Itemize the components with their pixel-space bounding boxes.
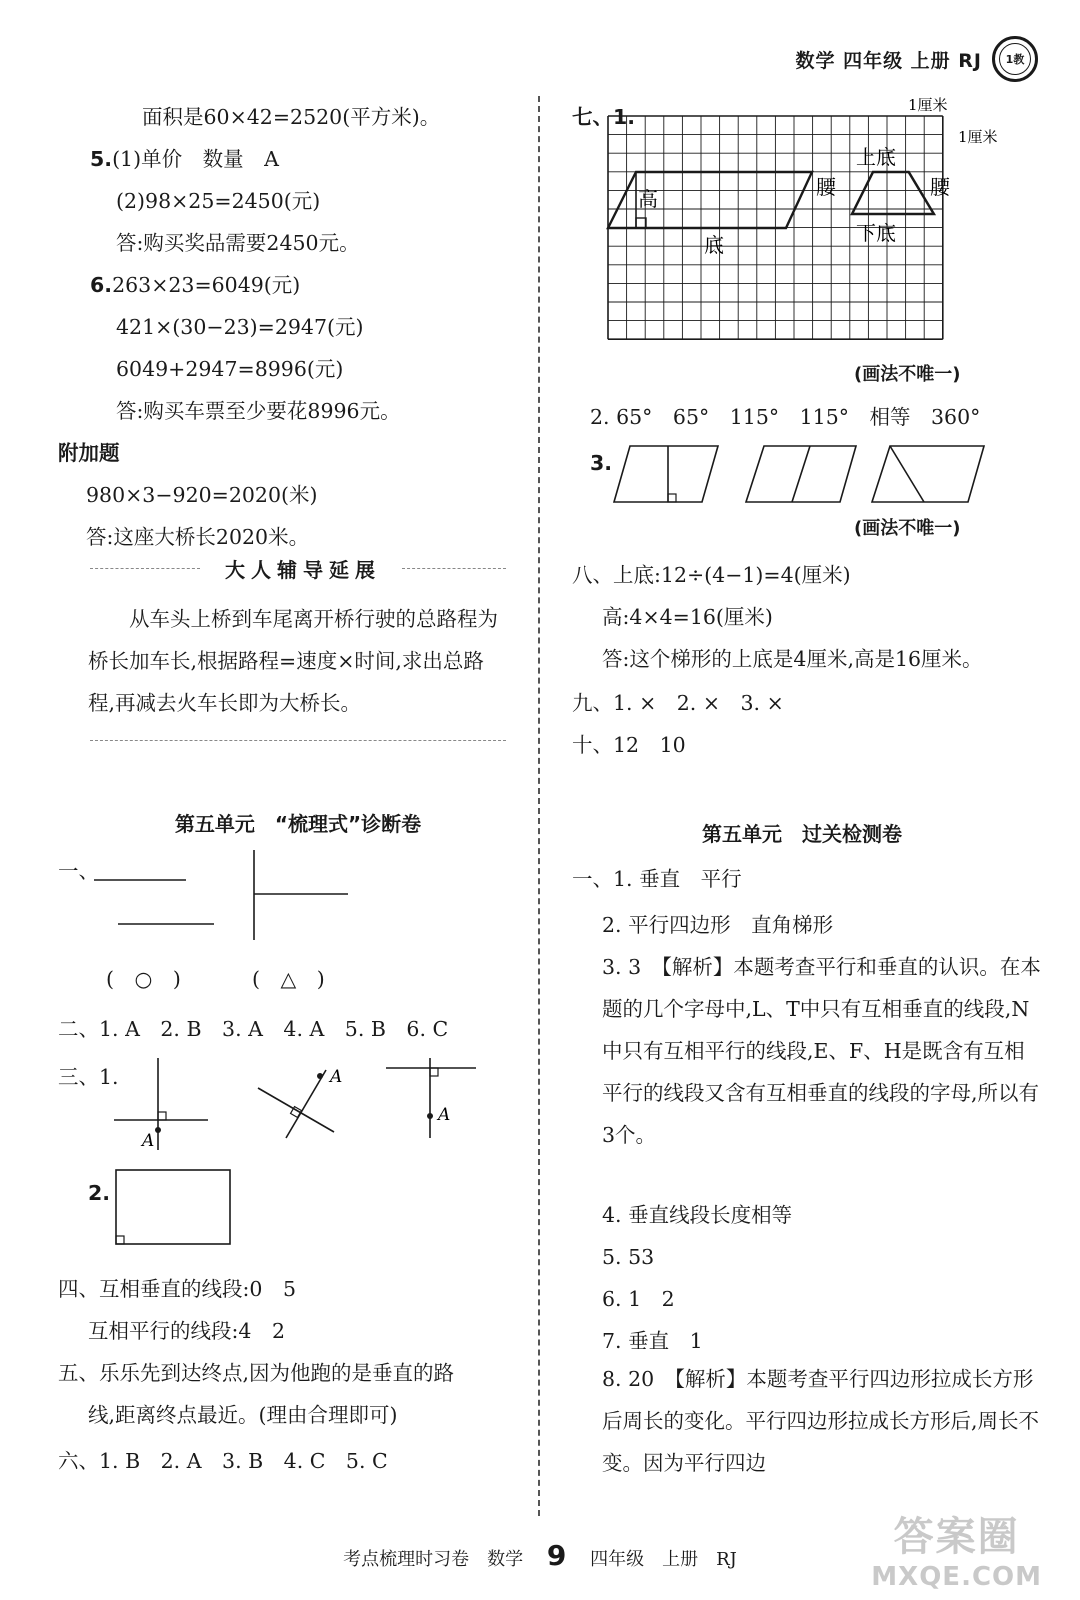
bonus-heading: 附加题 bbox=[58, 441, 120, 465]
tutor-box-title: 大人辅导延展 bbox=[225, 558, 381, 582]
q6-answer: 答:购买车票至少要花8996元。 bbox=[116, 399, 401, 423]
header-text: 数学 四年级 上册 RJ bbox=[795, 49, 982, 72]
box-dash-bottom bbox=[90, 740, 506, 741]
area-line: 面积是60×42=2520(平方米)。 bbox=[142, 105, 441, 129]
q3-point-a-2: A bbox=[330, 1067, 343, 1087]
q5-text: (1)单价 数量 A bbox=[112, 147, 279, 171]
q1-answer-b: ( △ ) bbox=[252, 967, 325, 991]
q3-2-rectangle bbox=[116, 1170, 256, 1250]
q5-line1 bbox=[90, 144, 279, 174]
r6-answer: 6. 1 2 bbox=[602, 1287, 675, 1311]
q7-2-answers: 2. 65° 65° 115° 115° 相等 360° bbox=[590, 405, 981, 429]
r1-answer: 一、1. 垂直 平行 bbox=[572, 867, 742, 891]
label-di: 底 bbox=[704, 233, 724, 257]
q3-point-a-1: A bbox=[142, 1131, 155, 1151]
q6-text: 263×23=6049(元) bbox=[112, 273, 301, 297]
q10-answers: 十、12 10 bbox=[572, 733, 686, 757]
bonus-line1: 980×3−920=2020(米) bbox=[86, 483, 318, 507]
tutor-box-text: 从车头上桥到车尾离开桥行驶的总路程为桥长加车长,根据路程=速度×时间,求出总路程,再减去火车长即为大桥长。 bbox=[88, 607, 498, 715]
note-drawing-1: (画法不唯一) bbox=[854, 364, 961, 385]
watermark bbox=[871, 1505, 1042, 1592]
q3-2-label: 2. bbox=[88, 1181, 111, 1205]
r7-answer: 7. 垂直 1 bbox=[602, 1329, 703, 1353]
footer-left: 考点梳理时习卷 数学 bbox=[343, 1549, 524, 1570]
q5-answer: 答:购买奖品需要2450元。 bbox=[116, 231, 360, 255]
r5-answer: 5. 53 bbox=[602, 1245, 655, 1269]
column-divider bbox=[538, 96, 540, 1516]
box-dash-right bbox=[402, 568, 506, 569]
r3-answer: 3. 3 【解析】本题考查平行和垂直的认识。在本题的几个字母中,L、T中只有互相垂直的线段,N中只有互相平行的线段,E、F、H是既含有互相平行的线段又含有互相垂直的线段的字母,所以有3个。 bbox=[602, 955, 1041, 1147]
q3-point-a-3: A bbox=[438, 1105, 451, 1125]
q5-number: 5. bbox=[90, 147, 113, 171]
q6-number: 6. bbox=[90, 273, 113, 297]
unit-label-horizontal: 1厘米 bbox=[908, 96, 948, 114]
page-number: 9 bbox=[546, 1539, 567, 1572]
q8-answer: 答:这个梯形的上底是4厘米,高是16厘米。 bbox=[602, 647, 983, 671]
q6-line3: 6049+2947=8996(元) bbox=[116, 357, 344, 381]
q8-line2: 高:4×4=16(厘米) bbox=[602, 605, 773, 629]
label-yao-left: 腰 bbox=[816, 175, 836, 199]
watermark-line1: 答案圈 bbox=[893, 1514, 1020, 1560]
r8-answer: 8. 20 【解析】本题考查平行四边形拉成长方形后周长的变化。平行四边形拉成长方形后,周长不变。因为平行四边 bbox=[602, 1367, 1040, 1475]
q3-perpendicular-figures bbox=[58, 1058, 518, 1168]
label-yao-right: 腰 bbox=[930, 175, 950, 199]
q8-line1: 八、上底:12÷(4−1)=4(厘米) bbox=[572, 563, 851, 587]
label-gao: 高 bbox=[638, 187, 658, 211]
r4-answer: 4. 垂直线段长度相等 bbox=[602, 1203, 793, 1227]
unit-label-vertical: 1厘米 bbox=[958, 128, 998, 146]
unit5-checkpoint-title: 第五单元 过关检测卷 bbox=[702, 822, 902, 846]
publisher-logo bbox=[992, 36, 1038, 82]
q3-label: 三、1. bbox=[58, 1065, 119, 1089]
q6-line1 bbox=[90, 270, 300, 300]
unit5-diagnostic-title: 第五单元 “梳理式”诊断卷 bbox=[174, 812, 422, 836]
q9-answers: 九、1. × 2. × 3. × bbox=[572, 691, 784, 715]
grid-drawing bbox=[608, 94, 1028, 354]
q6-line2: 421×(30−23)=2947(元) bbox=[116, 315, 364, 339]
bonus-answer: 答:这座大桥长2020米。 bbox=[86, 525, 310, 549]
r2-answer: 2. 平行四边形 直角梯形 bbox=[602, 913, 834, 937]
q1-lines-figure bbox=[58, 850, 518, 970]
q7-3-label: 3. bbox=[590, 451, 613, 475]
logo-text: 1教 bbox=[1005, 53, 1025, 66]
label-xiadi: 下底 bbox=[856, 221, 896, 245]
q5-line2: (2)98×25=2450(元) bbox=[116, 189, 321, 213]
q5b-line1: 五、乐乐先到达终点,因为他跑的是垂直的路 bbox=[58, 1361, 455, 1385]
page-header bbox=[795, 36, 1038, 82]
q7-label: 七、1. bbox=[572, 105, 636, 129]
note-drawing-2: (画法不唯一) bbox=[854, 518, 961, 539]
watermark-line2: MXQE.COM bbox=[871, 1562, 1042, 1592]
footer-right: 四年级 上册 RJ bbox=[590, 1549, 737, 1570]
q4-line1: 四、互相垂直的线段:0 5 bbox=[58, 1277, 296, 1301]
q6b-answers: 六、1. B 2. A 3. B 4. C 5. C bbox=[58, 1449, 388, 1473]
q2-answers: 二、1. A 2. B 3. A 4. A 5. B 6. C bbox=[58, 1017, 449, 1041]
box-dash-left bbox=[90, 568, 200, 569]
q4-line2: 互相平行的线段:4 2 bbox=[88, 1319, 285, 1343]
q7-3-parallelograms bbox=[614, 444, 994, 508]
q5b-line2: 线,距离终点最近。(理由合理即可) bbox=[88, 1403, 398, 1427]
q1-answer-a: ( ○ ) bbox=[106, 967, 181, 991]
label-shangdi: 上底 bbox=[856, 145, 896, 169]
q1-label: 一、 bbox=[58, 859, 99, 883]
trapezoid-shape bbox=[852, 172, 934, 214]
